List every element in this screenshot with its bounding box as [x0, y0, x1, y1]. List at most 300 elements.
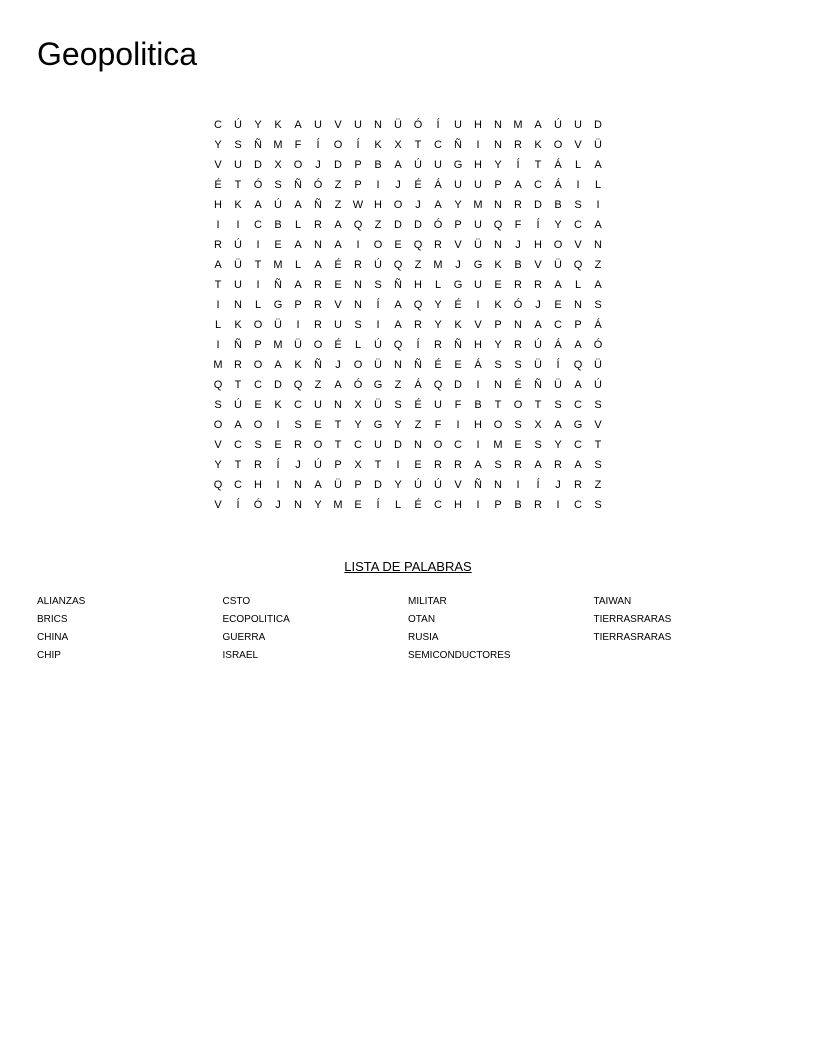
grid-letter: Y [354, 419, 362, 431]
grid-letter: R [434, 459, 442, 471]
grid-letter: Z [314, 379, 322, 391]
grid-letter: C [254, 219, 262, 231]
grid-letter: N [494, 479, 502, 491]
grid-letter: J [315, 159, 321, 171]
grid-letter: O [353, 359, 363, 371]
grid-letter: R [234, 359, 242, 371]
grid-letter: O [313, 339, 323, 351]
grid-letter: Ñ [254, 139, 262, 151]
grid-letter: Y [434, 319, 442, 331]
grid-letter: A [534, 119, 542, 131]
grid-letter: R [434, 239, 442, 251]
grid-letter: Z [374, 219, 382, 231]
grid-letter: O [253, 359, 263, 371]
grid-row [208, 215, 608, 235]
grid-letter: E [274, 239, 282, 251]
grid-letter: K [374, 139, 382, 151]
grid-letter: A [474, 459, 482, 471]
grid-letter: D [454, 379, 462, 391]
grid-letter: L [294, 219, 302, 231]
grid-letter: Ñ [314, 359, 322, 371]
grid-letter: M [213, 359, 223, 371]
grid-letter: K [234, 319, 242, 331]
grid-letter: B [374, 159, 382, 171]
grid-letter: Ú [234, 119, 242, 131]
grid-letter: Ú [234, 399, 242, 411]
grid-letter: E [314, 419, 322, 431]
grid-letter: U [434, 399, 442, 411]
grid-letter: Q [413, 239, 423, 251]
word-list-item: OTAN [408, 614, 436, 625]
grid-letter: G [373, 379, 383, 391]
grid-letter: Á [554, 179, 562, 191]
word-list-heading [0, 558, 816, 576]
grid-letter: S [594, 399, 602, 411]
word-search-grid [208, 115, 608, 515]
grid-letter: O [553, 139, 563, 151]
word-list-heading-text: LISTA DE PALABRAS [344, 559, 472, 574]
grid-letter: Z [334, 199, 342, 211]
grid-letter: P [354, 479, 362, 491]
grid-letter: A [334, 239, 342, 251]
grid-letter: A [294, 199, 302, 211]
grid-row [208, 435, 608, 455]
grid-letter: E [274, 439, 282, 451]
grid-letter: N [494, 379, 502, 391]
grid-letter: D [534, 199, 542, 211]
grid-letter: B [554, 199, 562, 211]
grid-letter: L [214, 319, 222, 331]
grid-letter: V [214, 439, 222, 451]
grid-letter: Y [254, 119, 262, 131]
grid-letter: N [334, 399, 342, 411]
grid-letter: T [234, 179, 242, 191]
grid-letter: T [334, 439, 342, 451]
grid-letter: C [574, 219, 582, 231]
grid-letter: H [474, 159, 482, 171]
grid-letter: A [314, 259, 322, 271]
grid-letter: K [494, 299, 502, 311]
grid-letter: S [494, 459, 502, 471]
grid-letter: C [234, 479, 242, 491]
grid-letter: Á [414, 379, 422, 391]
word-list-column [594, 593, 780, 665]
grid-letter: X [354, 459, 362, 471]
grid-letter: Ñ [474, 479, 482, 491]
grid-letter: E [254, 399, 262, 411]
grid-letter: T [414, 139, 422, 151]
word-list-item: CHIP [37, 650, 61, 661]
grid-letter: I [596, 199, 600, 211]
grid-letter: K [494, 259, 502, 271]
grid-letter: H [374, 199, 382, 211]
grid-letter: I [516, 479, 520, 491]
grid-letter: I [456, 419, 460, 431]
grid-letter: É [414, 399, 422, 411]
word-list-item: SEMICONDUCTORES [408, 650, 511, 661]
grid-letter: R [454, 459, 462, 471]
grid-letter: H [474, 339, 482, 351]
grid-letter: Ú [594, 379, 602, 391]
grid-letter: Í [376, 299, 380, 311]
grid-letter: R [514, 339, 522, 351]
grid-letter: Ú [374, 259, 382, 271]
grid-letter: B [474, 399, 482, 411]
word-list-column [223, 593, 409, 665]
grid-letter: R [354, 259, 362, 271]
grid-letter: Y [214, 139, 222, 151]
grid-letter: A [214, 259, 222, 271]
grid-letter: C [234, 439, 242, 451]
grid-letter: X [534, 419, 542, 431]
grid-letter: D [394, 439, 402, 451]
grid-letter: A [334, 219, 342, 231]
grid-letter: C [354, 439, 362, 451]
grid-letter: Y [494, 159, 502, 171]
grid-letter: P [454, 219, 462, 231]
grid-letter: V [334, 299, 342, 311]
grid-letter: Q [393, 259, 403, 271]
grid-letter: M [493, 439, 503, 451]
grid-letter: Ó [353, 379, 363, 391]
grid-letter: Í [416, 339, 420, 351]
grid-letter: I [396, 459, 400, 471]
grid-letter: N [234, 299, 242, 311]
grid-letter: U [374, 439, 382, 451]
grid-letter: Á [594, 319, 602, 331]
grid-letter: I [376, 179, 380, 191]
page-title: Geopolitica [37, 36, 198, 72]
grid-letter: Y [434, 299, 442, 311]
grid-letter: O [313, 439, 323, 451]
grid-letter: K [454, 319, 462, 331]
grid-letter: P [494, 319, 502, 331]
grid-letter: U [574, 119, 582, 131]
grid-letter: O [373, 239, 383, 251]
grid-letter: Z [334, 179, 342, 191]
grid-letter: A [554, 419, 562, 431]
grid-letter: T [254, 259, 262, 271]
grid-letter: S [594, 499, 602, 511]
grid-letter: N [374, 119, 382, 131]
grid-letter: G [473, 259, 483, 271]
grid-letter: R [314, 219, 322, 231]
grid-letter: I [216, 299, 220, 311]
grid-letter: E [354, 499, 362, 511]
grid-letter: Ú [434, 479, 442, 491]
grid-letter: Y [394, 479, 402, 491]
grid-letter: N [494, 119, 502, 131]
grid-letter: U [474, 219, 482, 231]
grid-letter: O [333, 139, 343, 151]
grid-letter: S [554, 399, 562, 411]
grid-letter: Í [536, 219, 540, 231]
grid-letter: Í [376, 499, 380, 511]
grid-row [208, 375, 608, 395]
grid-letter: I [276, 419, 280, 431]
grid-letter: A [294, 279, 302, 291]
grid-letter: P [354, 179, 362, 191]
grid-letter: R [214, 239, 222, 251]
grid-letter: Á [554, 339, 562, 351]
grid-letter: U [234, 159, 242, 171]
grid-letter: O [253, 419, 263, 431]
grid-letter: É [334, 339, 342, 351]
grid-letter: Í [316, 139, 320, 151]
grid-letter: Í [356, 139, 360, 151]
grid-letter: Y [554, 439, 562, 451]
grid-letter: N [314, 239, 322, 251]
grid-letter: J [555, 479, 561, 491]
grid-letter: S [214, 399, 222, 411]
grid-letter: J [515, 239, 521, 251]
grid-letter: V [534, 259, 542, 271]
grid-letter: Ü [594, 139, 602, 151]
grid-letter: J [455, 259, 461, 271]
grid-letter: Á [474, 359, 482, 371]
grid-letter: P [494, 179, 502, 191]
grid-letter: Ú [534, 339, 542, 351]
grid-letter: I [296, 319, 300, 331]
grid-letter: Í [236, 499, 240, 511]
word-list-item: TIERRASRARAS [593, 632, 672, 643]
grid-letter: A [574, 459, 582, 471]
grid-letter: Ü [334, 479, 342, 491]
grid-letter: É [414, 179, 422, 191]
grid-row [208, 295, 608, 315]
word-list-item: GUERRA [222, 632, 266, 643]
grid-letter: V [474, 319, 482, 331]
grid-letter: Ü [394, 119, 402, 131]
grid-letter: J [395, 179, 401, 191]
grid-letter: I [236, 219, 240, 231]
grid-letter: M [333, 499, 343, 511]
grid-letter: S [514, 419, 522, 431]
grid-letter: E [554, 299, 562, 311]
grid-letter: X [274, 159, 282, 171]
grid-letter: M [273, 139, 283, 151]
grid-letter: Q [213, 379, 223, 391]
grid-row [208, 355, 608, 375]
grid-letter: T [534, 159, 542, 171]
grid-letter: H [454, 499, 462, 511]
grid-letter: S [274, 179, 282, 191]
grid-letter: T [234, 459, 242, 471]
grid-letter: I [376, 319, 380, 331]
grid-letter: U [454, 179, 462, 191]
grid-letter: I [476, 439, 480, 451]
grid-letter: Ñ [454, 339, 462, 351]
grid-letter: J [295, 459, 301, 471]
grid-letter: Y [394, 419, 402, 431]
grid-letter: O [213, 419, 223, 431]
grid-letter: Q [573, 259, 583, 271]
grid-letter: J [535, 299, 541, 311]
grid-letter: V [454, 479, 462, 491]
grid-letter: S [394, 399, 402, 411]
grid-letter: N [494, 239, 502, 251]
grid-letter: L [434, 279, 442, 291]
grid-row [208, 455, 608, 475]
grid-letter: Q [393, 339, 403, 351]
grid-letter: A [294, 239, 302, 251]
grid-letter: S [254, 439, 262, 451]
grid-letter: R [514, 199, 522, 211]
grid-letter: R [574, 479, 582, 491]
grid-letter: U [314, 119, 322, 131]
grid-letter: H [414, 279, 422, 291]
grid-letter: R [254, 459, 262, 471]
grid-row [208, 275, 608, 295]
grid-letter: L [394, 499, 402, 511]
grid-letter: C [554, 319, 562, 331]
grid-letter: F [514, 219, 522, 231]
grid-letter: I [356, 239, 360, 251]
grid-letter: I [256, 279, 260, 291]
grid-letter: V [454, 239, 462, 251]
grid-letter: S [534, 439, 542, 451]
grid-letter: Ú [374, 339, 382, 351]
grid-letter: C [454, 439, 462, 451]
grid-letter: I [216, 339, 220, 351]
grid-letter: Ü [234, 259, 242, 271]
grid-letter: O [433, 439, 443, 451]
grid-letter: N [494, 139, 502, 151]
grid-letter: M [473, 199, 483, 211]
grid-letter: G [373, 419, 383, 431]
grid-letter: K [234, 199, 242, 211]
grid-letter: G [453, 159, 463, 171]
grid-letter: Z [594, 259, 602, 271]
grid-letter: A [334, 379, 342, 391]
grid-letter: Ú [414, 159, 422, 171]
grid-letter: U [314, 399, 322, 411]
grid-letter: Ó [413, 119, 423, 131]
grid-letter: A [274, 359, 282, 371]
grid-letter: É [434, 359, 442, 371]
grid-letter: S [294, 419, 302, 431]
grid-letter: Ñ [394, 279, 402, 291]
grid-letter: X [394, 139, 402, 151]
word-list-item: ISRAEL [222, 650, 259, 661]
grid-letter: Ó [433, 219, 443, 231]
grid-letter: Ú [414, 479, 422, 491]
grid-letter: E [394, 239, 402, 251]
grid-letter: Ó [253, 179, 263, 191]
grid-letter: T [494, 399, 502, 411]
grid-letter: U [454, 119, 462, 131]
grid-letter: U [434, 159, 442, 171]
grid-row [208, 335, 608, 355]
grid-letter: V [214, 499, 222, 511]
grid-letter: C [574, 499, 582, 511]
grid-letter: T [534, 399, 542, 411]
grid-row [208, 175, 608, 195]
grid-letter: Í [556, 359, 560, 371]
grid-letter: S [374, 279, 382, 291]
grid-letter: R [414, 319, 422, 331]
grid-letter: F [294, 139, 302, 151]
grid-letter: É [334, 259, 342, 271]
grid-letter: A [394, 319, 402, 331]
grid-letter: Ñ [234, 339, 242, 351]
grid-letter: X [354, 399, 362, 411]
grid-letter: N [354, 299, 362, 311]
grid-letter: R [554, 459, 562, 471]
grid-letter: Y [214, 459, 222, 471]
grid-letter: A [594, 159, 602, 171]
grid-letter: Í [276, 459, 280, 471]
grid-letter: L [594, 179, 602, 191]
grid-letter: U [474, 179, 482, 191]
grid-letter: Z [394, 379, 402, 391]
grid-letter: B [274, 219, 282, 231]
grid-letter: Ü [474, 239, 482, 251]
grid-letter: R [314, 319, 322, 331]
grid-row [208, 135, 608, 155]
word-list-item: TIERRASRARAS [593, 614, 672, 625]
grid-letter: P [334, 459, 342, 471]
word-list-item: CSTO [222, 596, 251, 607]
grid-letter: S [494, 359, 502, 371]
grid-letter: A [534, 319, 542, 331]
grid-letter: Ü [554, 379, 562, 391]
grid-letter: E [334, 279, 342, 291]
word-list-item: BRICS [37, 614, 68, 625]
grid-letter: R [434, 339, 442, 351]
grid-letter: R [514, 139, 522, 151]
grid-letter: O [513, 399, 523, 411]
grid-letter: D [594, 119, 602, 131]
grid-letter: G [273, 299, 283, 311]
grid-letter: É [514, 379, 522, 391]
grid-letter: I [476, 299, 480, 311]
grid-letter: K [534, 139, 542, 151]
grid-row [208, 195, 608, 215]
grid-letter: Í [536, 479, 540, 491]
grid-letter: Ü [554, 259, 562, 271]
grid-letter: M [273, 339, 283, 351]
grid-row [208, 415, 608, 435]
grid-letter: Ü [594, 359, 602, 371]
word-list-item: TAIWAN [593, 596, 632, 607]
grid-row [208, 395, 608, 415]
grid-letter: C [254, 379, 262, 391]
grid-letter: Q [433, 379, 443, 391]
grid-row [208, 155, 608, 175]
grid-letter: T [374, 459, 382, 471]
grid-letter: S [574, 199, 582, 211]
grid-letter: A [254, 199, 262, 211]
grid-letter: D [394, 219, 402, 231]
word-list-item: ALIANZAS [37, 596, 86, 607]
grid-letter: L [354, 339, 362, 351]
grid-letter: Y [454, 199, 462, 211]
grid-letter: B [514, 499, 522, 511]
grid-letter: A [394, 159, 402, 171]
grid-letter: R [314, 279, 322, 291]
grid-letter: P [354, 159, 362, 171]
grid-letter: Ú [274, 199, 282, 211]
grid-row [208, 235, 608, 255]
grid-letter: Q [413, 299, 423, 311]
grid-letter: V [574, 239, 582, 251]
grid-letter: K [274, 399, 282, 411]
grid-letter: A [234, 419, 242, 431]
grid-letter: N [494, 199, 502, 211]
grid-letter: C [534, 179, 542, 191]
grid-letter: E [414, 459, 422, 471]
